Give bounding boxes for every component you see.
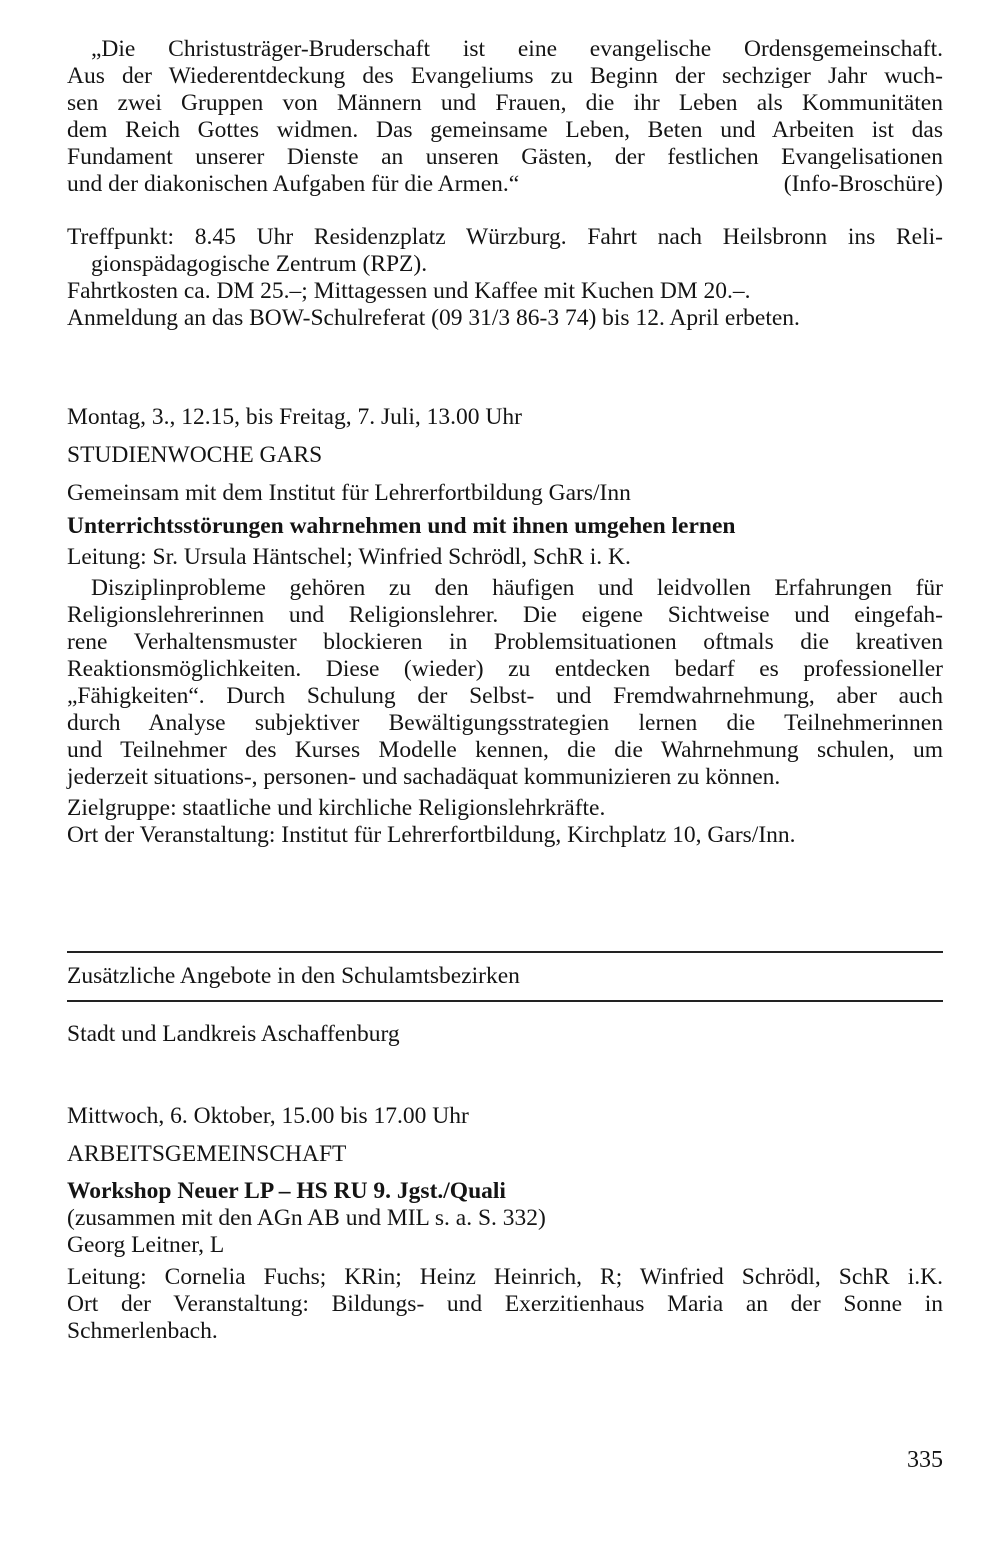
quote-last-line — [67, 171, 943, 198]
event-title: Workshop Neuer LP – HS RU 9. Jgst./Quali — [67, 1178, 506, 1204]
description-line: und Teilnehmer des Kurses Modelle kennen, die die Wahrnehmung schulen, um — [67, 737, 943, 763]
section-rule-bottom — [67, 1000, 943, 1002]
event-location: Schmerlenbach. — [67, 1318, 218, 1344]
quote-line: „Die Christusträger-Bruderschaft ist eine evangelische Ordensgemeinschaft. — [91, 36, 943, 62]
description-line: durch Analyse subjektiver Bewältigungsstrategien lernen die Teilnehmerinnen — [67, 710, 943, 736]
event-leader: Leitung: Sr. Ursula Häntschel; Winfried Schrödl, SchR i. K. — [67, 544, 631, 570]
event-note: (zusammen mit den AGn AB und MIL s. a. S. 332) — [67, 1205, 546, 1231]
section-rule-top — [67, 951, 943, 953]
quote-line: sen zwei Gruppen von Männern und Frauen, die ihr Leben als Kommunitäten — [67, 90, 943, 116]
meeting-point — [67, 224, 943, 332]
quote-line: und der diakonischen Aufgaben für die Armen.“ — [67, 171, 520, 197]
event-person: Georg Leitner, L — [67, 1232, 225, 1258]
event-type: STUDIENWOCHE GARS — [67, 442, 323, 468]
page-number: 335 — [907, 1447, 943, 1473]
event-title: Unterrichtsstörungen wahrnehmen und mit ihnen umgehen lernen — [67, 513, 736, 539]
section-heading: Zusätzliche Angebote in den Schulamtsbezirken — [67, 963, 520, 989]
description-line: „Fähigkeiten“. Durch Schulung der Selbst- und Fremdwahrnehmung, aber auch — [67, 683, 943, 709]
quote-source: (Info-Broschüre) — [783, 171, 943, 197]
description-line: Religionslehrerinnen und Religionslehrer. Die eigene Sichtweise und eingefah- — [67, 602, 943, 628]
travel-costs: Fahrtkosten ca. DM 25.–; Mittagessen und Kaffee mit Kuchen DM 20.–. — [67, 278, 751, 304]
event-date: Montag, 3., 12.15, bis Freitag, 7. Juli, 13.00 Uhr — [67, 404, 522, 430]
registration: Anmeldung an das BOW-Schulreferat (09 31/3 86-3 74) bis 12. April erbeten. — [67, 305, 800, 331]
event-partner: Gemeinsam mit dem Institut für Lehrerfortbildung Gars/Inn — [67, 480, 631, 506]
description-line: Reaktionsmöglichkeiten. Diese (wieder) zu entdecken bedarf es professioneller — [67, 656, 943, 682]
target-group: Zielgruppe: staatliche und kirchliche Religionslehrkräfte. — [67, 795, 606, 821]
region-heading: Stadt und Landkreis Aschaffenburg — [67, 1021, 400, 1047]
event-location: Ort der Veranstaltung: Institut für Lehrerfortbildung, Kirchplatz 10, Gars/Inn. — [67, 822, 796, 848]
meeting-point-line: gionspädagogische Zentrum (RPZ). — [91, 251, 428, 277]
quote-line: Fundament unserer Dienste an unseren Gästen, der festlichen Evangelisationen — [67, 144, 943, 170]
event-description — [67, 575, 943, 791]
event-location: Ort der Veranstaltung: Bildungs- und Exerzitienhaus Maria an der Sonne in — [67, 1291, 943, 1317]
event-leader: Leitung: Cornelia Fuchs; KRin; Heinz Heinrich, R; Winfried Schrödl, SchR i.K. — [67, 1264, 943, 1290]
event-date: Mittwoch, 6. Oktober, 15.00 bis 17.00 Uhr — [67, 1103, 469, 1129]
description-line: rene Verhaltensmuster blockieren in Problemsituationen oftmals die kreativen — [67, 629, 943, 655]
quote-line: Aus der Wiederentdeckung des Evangeliums zu Beginn der sechziger Jahr wuch- — [67, 63, 943, 89]
quote-line: dem Reich Gottes widmen. Das gemeinsame Leben, Beten und Arbeiten ist das — [67, 117, 943, 143]
quote-paragraph — [67, 36, 943, 198]
description-line: jederzeit situations-, personen- und sachadäquat kommunizieren zu können. — [67, 764, 781, 790]
event-type: ARBEITSGEMEINSCHAFT — [67, 1141, 347, 1167]
event-arbeitsgemeinschaft — [67, 1103, 943, 1345]
description-line: Disziplinprobleme gehören zu den häufigen und leidvollen Erfahrungen für — [91, 575, 943, 601]
meeting-point-line: Treffpunkt: 8.45 Uhr Residenzplatz Würzburg. Fahrt nach Heilsbronn ins Reli- — [67, 224, 943, 250]
event-studienwoche — [67, 404, 943, 849]
